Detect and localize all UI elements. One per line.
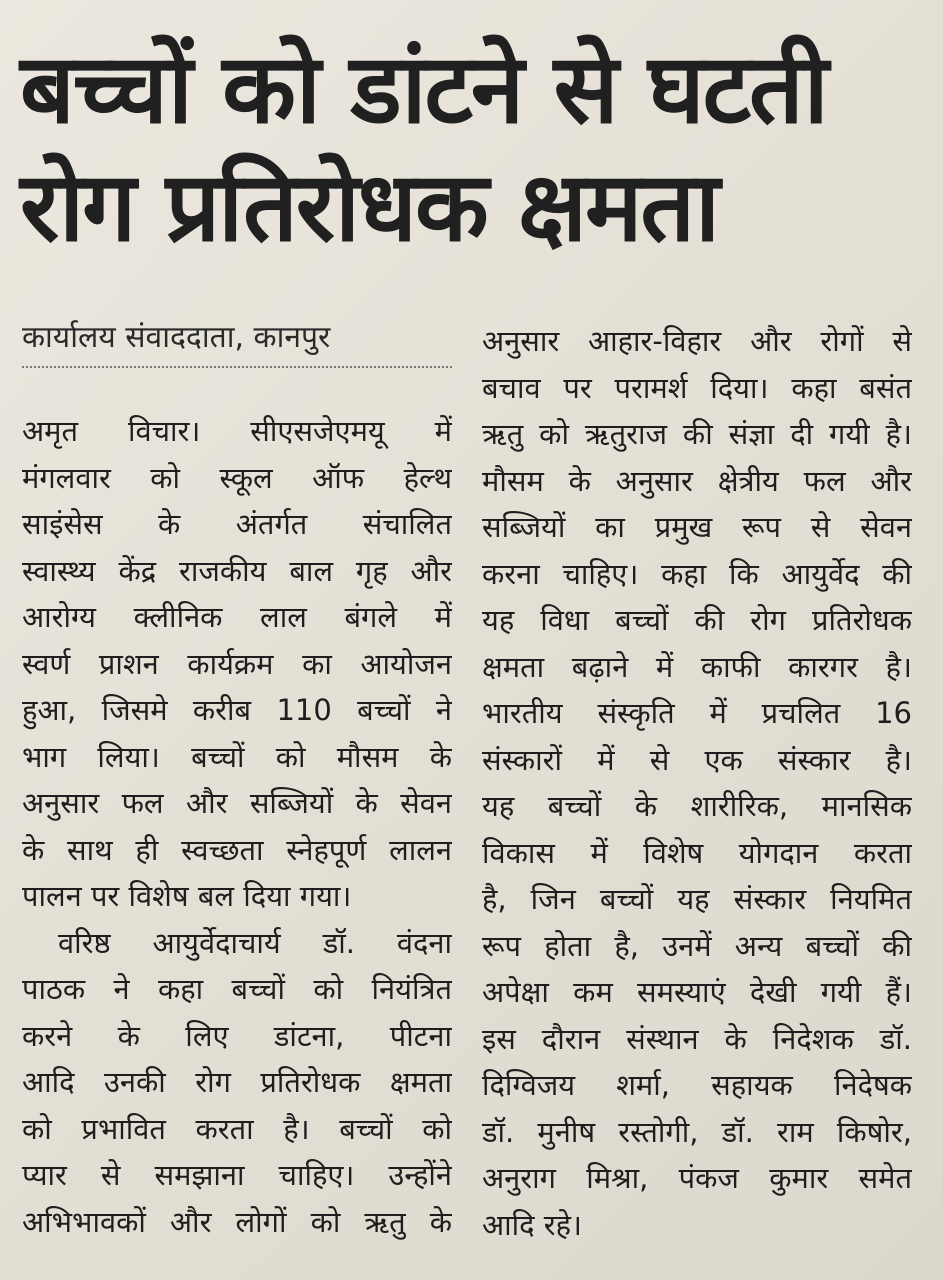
article-line: वरिष्ठ आयुर्वेदाचार्य डॉ. वंदना [58, 925, 452, 960]
article-line: यह विधा बच्चों की रोग प्रतिरोधक [482, 603, 912, 637]
article-column-left [22, 408, 452, 1245]
article-line: स्वर्ण प्राशन कार्यक्रम का आयोजन [22, 646, 452, 681]
article-line: डॉ. मुनीष रस्तोगी, डॉ. राम किषोर, [482, 1114, 912, 1149]
article-line: है, जिन बच्चों यह संस्कार नियमित [482, 882, 912, 916]
article-line: बचाव पर परामर्श दिया। कहा बसंत [482, 370, 912, 405]
headline-line-2: रोग प्रतिरोधक क्षमता [20, 151, 718, 263]
headline [20, 30, 930, 266]
article-line: रूप होता है, उनमें अन्य बच्चों की [482, 928, 912, 963]
article-line: मौसम के अनुसार क्षेत्रीय फल और [482, 463, 912, 498]
article-line: मंगलवार को स्कूल ऑफ हेल्थ [22, 460, 452, 495]
article-line: अपेक्षा कम समस्याएं देखी गयी हैं। [482, 975, 912, 1009]
article-line: विकास में विशेष योगदान करता [482, 835, 912, 870]
article-line: यह बच्चों के शारीरिक, मानसिक [482, 789, 912, 823]
article-line: आरोग्य क्लीनिक लाल बंगले में [22, 600, 452, 634]
article-line: अमृत विचार। सीएसजेएमयू में [22, 414, 452, 448]
article-line: संस्कारों में से एक संस्कार है। [482, 742, 912, 777]
article-line: अनुसार आहार-विहार और रोगों से [482, 324, 912, 358]
article-line: स्वास्थ्य केंद्र राजकीय बाल गृह और [22, 553, 452, 588]
article-line: हुआ, जिसमे करीब 110 बच्चों ने [22, 693, 452, 727]
article-line: दिग्विजय शर्मा, सहायक निदेषक [482, 1068, 912, 1102]
headline-line-1: बच्चों को डांटने से घटती [20, 33, 827, 145]
article-line: इस दौरान संस्थान के निदेशक डॉ. [482, 1021, 912, 1056]
article-line: करना चाहिए। कहा कि आयुर्वेद की [482, 556, 912, 591]
article-line: सब्जियों का प्रमुख रूप से सेवन [482, 510, 912, 544]
article-line: अभिभावकों और लोगों को ऋतु के [22, 1204, 452, 1239]
article-line: ऋतु को ऋतुराज की संज्ञा दी गयी है। [482, 417, 912, 451]
article-line: पालन पर विशेष बल दिया गया। [22, 879, 352, 913]
article-line: प्यार से समझाना चाहिए। उन्होंने [22, 1158, 452, 1192]
article-line: क्षमता बढ़ाने में काफी कारगर है। [482, 649, 912, 684]
article-line: पाठक ने कहा बच्चों को नियंत्रित [22, 972, 452, 1006]
article-line: अनुराग मिश्रा, पंकज कुमार समेत [482, 1161, 912, 1195]
article-line: भारतीय संस्कृति में प्रचलित 16 [482, 696, 912, 730]
article-line: करने के लिए डांटना, पीटना [22, 1018, 452, 1053]
article-line: भाग लिया। बच्चों को मौसम के [22, 739, 452, 774]
article-line: अनुसार फल और सब्जियों के सेवन [22, 786, 452, 820]
article-line: को प्रभावित करता है। बच्चों को [22, 1111, 452, 1146]
article-line: आदि उनकी रोग प्रतिरोधक क्षमता [22, 1065, 452, 1099]
article-line: के साथ ही स्वच्छता स्नेहपूर्ण लालन [22, 832, 452, 867]
article-column-right [482, 318, 912, 1248]
article-line: साइंसेस के अंतर्गत संचालित [22, 507, 452, 541]
byline: कार्यालय संवाददाता, कानपुर [22, 318, 452, 368]
article-line: आदि रहे। [482, 1207, 583, 1242]
